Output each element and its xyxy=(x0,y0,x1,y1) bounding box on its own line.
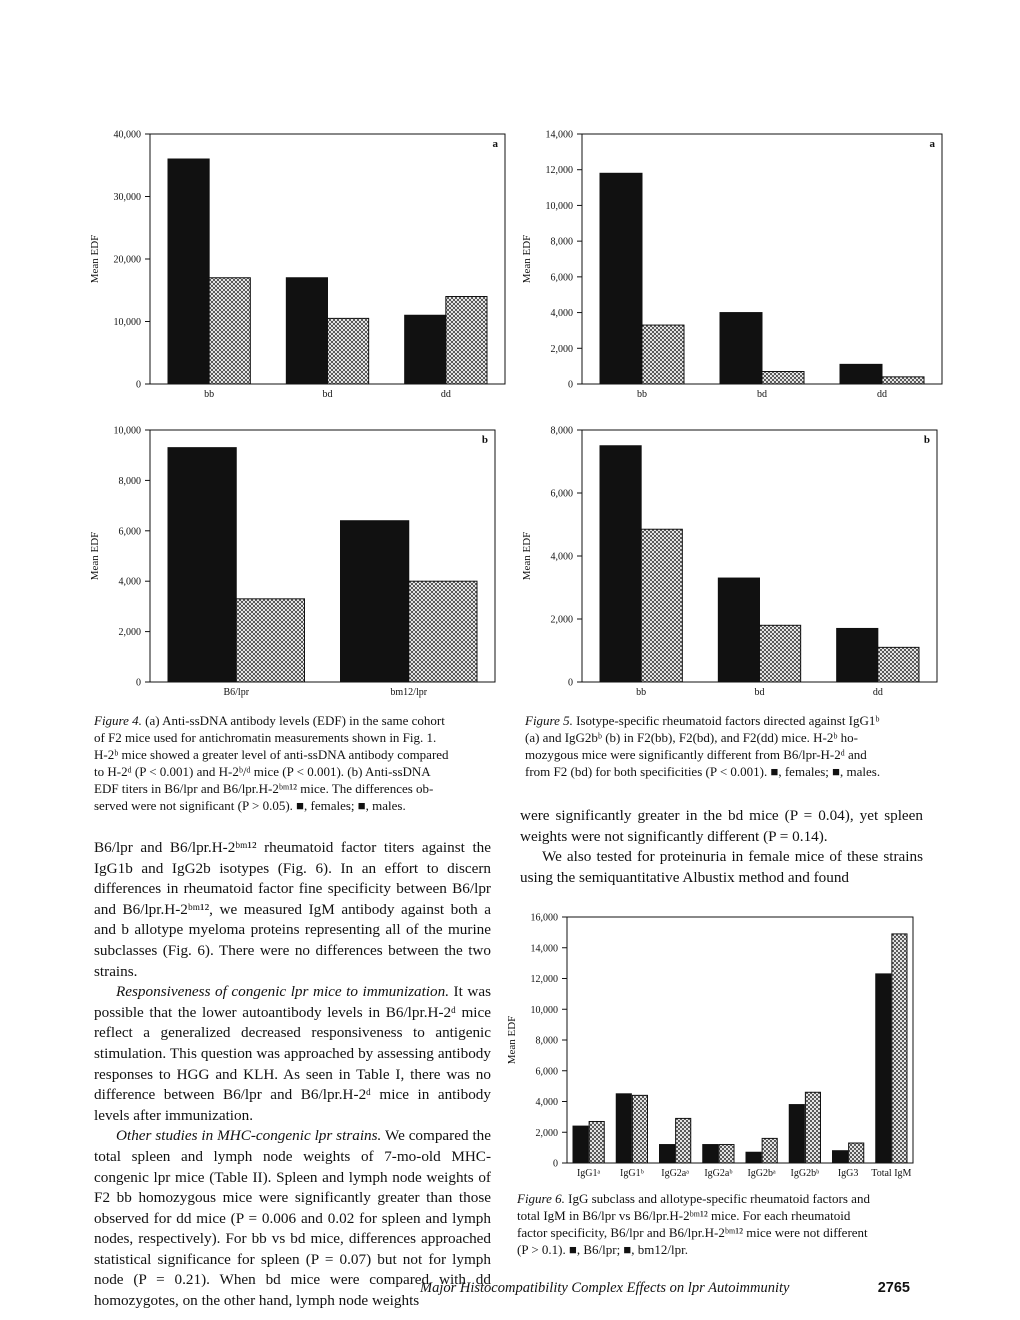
bar-hatched xyxy=(878,647,919,682)
y-tick-label: 6,000 xyxy=(118,526,141,538)
y-tick-label: 0 xyxy=(136,677,141,689)
y-tick-label: 0 xyxy=(136,379,141,391)
x-tick-label: bb xyxy=(636,687,647,698)
caption-line: served were not significant (P > 0.05). ■, females; ■, males. xyxy=(94,798,406,813)
y-tick-label: 8,000 xyxy=(535,1035,558,1047)
x-tick-label: dd xyxy=(872,687,883,698)
y-axis-label: Mean EDF xyxy=(521,531,533,581)
y-tick-label: 2,000 xyxy=(118,627,141,639)
x-tick-label: bb xyxy=(637,389,647,400)
y-tick-label: 8,000 xyxy=(550,236,573,248)
bar-hatched xyxy=(762,372,804,385)
figure-4-label: Figure 4. xyxy=(94,713,142,728)
y-tick-label: 10,000 xyxy=(530,1004,558,1016)
bar-hatched xyxy=(849,1143,864,1163)
paragraph: were significantly greater in the bd mice (P = 0.04), yet spleen weights were not significantly different (P = 0.14). xyxy=(520,807,923,845)
bar-hatched xyxy=(676,1118,691,1163)
bar-hatched xyxy=(236,599,304,682)
x-tick-label: dd xyxy=(877,389,887,400)
y-tick-label: 6,000 xyxy=(550,272,573,284)
run-in-heading: Responsiveness of congenic lpr mice to immunization. xyxy=(116,983,450,1001)
figure-5-label: Figure 5. xyxy=(525,713,573,728)
bar-solid xyxy=(746,1152,761,1163)
y-tick-label: 6,000 xyxy=(535,1066,558,1078)
bar-solid xyxy=(660,1145,675,1163)
y-tick-label: 20,000 xyxy=(113,254,141,266)
bar-solid xyxy=(341,521,409,682)
y-tick-label: 10,000 xyxy=(545,200,573,212)
x-tick-label: IgG1ᵃ xyxy=(576,1168,601,1179)
bar-solid xyxy=(833,1151,848,1163)
x-tick-label: bm12/lpr xyxy=(390,687,428,698)
bar-solid xyxy=(600,173,642,384)
x-tick-label: bb xyxy=(204,389,215,400)
page-number: 2765 xyxy=(877,1280,910,1296)
bar-hatched xyxy=(589,1121,604,1163)
x-tick-label: dd xyxy=(440,389,451,400)
x-tick-label: bd xyxy=(757,389,767,400)
bar-solid xyxy=(837,628,878,682)
caption-line: (a) Anti-ssDNA antibody levels (EDF) in the same cohort xyxy=(145,713,445,728)
bar-hatched xyxy=(805,1092,820,1163)
y-tick-label: 4,000 xyxy=(550,308,573,320)
caption-line: H-2ᵇ mice showed a greater level of anti-ssDNA antibody compared xyxy=(94,747,449,762)
y-tick-label: 16,000 xyxy=(530,912,558,924)
bar-hatched xyxy=(209,278,250,384)
bar-solid xyxy=(405,315,446,384)
bar-solid xyxy=(789,1105,804,1163)
figure-6-caption xyxy=(517,1190,922,1258)
right-column-text xyxy=(520,806,923,888)
y-tick-label: 12,000 xyxy=(530,974,558,985)
caption-line: factor specificity, B6/lpr and B6/lpr.H-2ᵇᵐ¹² mice were not different xyxy=(517,1225,868,1240)
x-tick-label: bd xyxy=(322,389,333,400)
bar-solid xyxy=(168,159,209,384)
y-tick-label: 14,000 xyxy=(530,943,558,955)
x-tick-label: IgG2bᵃ xyxy=(747,1168,776,1179)
bar-hatched xyxy=(882,377,924,384)
bar-solid xyxy=(703,1145,718,1163)
x-tick-label: IgG3 xyxy=(837,1168,859,1179)
y-axis-label: Mean EDF xyxy=(89,531,101,581)
figure-5b-chart xyxy=(515,420,945,705)
caption-line: Isotype-specific rheumatoid factors directed against IgG1ᵇ xyxy=(576,713,880,728)
figure-4-caption xyxy=(94,712,499,814)
caption-line: of F2 mice used for antichromatin measurements shown in Fig. 1. xyxy=(94,730,437,745)
paragraph xyxy=(94,982,491,1126)
bar-hatched xyxy=(632,1095,647,1163)
x-tick-label: B6/lpr xyxy=(223,687,250,698)
y-tick-label: 0 xyxy=(553,1158,558,1170)
caption-line: EDF titers in B6/lpr and B6/lpr.H-2ᵇᵐ¹² mice. The differences ob- xyxy=(94,781,434,796)
y-axis-label: Mean EDF xyxy=(506,1015,518,1065)
bar-hatched xyxy=(642,325,684,384)
x-tick-label: IgG2bᵇ xyxy=(790,1168,820,1179)
caption-line: mozygous mice were significantly different from B6/lpr-H-2ᵈ and xyxy=(525,747,867,762)
bar-solid xyxy=(840,364,882,384)
y-tick-label: 8,000 xyxy=(118,475,141,487)
y-tick-label: 10,000 xyxy=(113,425,141,437)
figure-5-caption xyxy=(525,712,930,780)
x-tick-label: Total IgM xyxy=(871,1168,912,1179)
paragraph: We also tested for proteinuria in female mice of these strains using the semiquantitative Albustix method and found xyxy=(520,848,923,886)
caption-line: (P > 0.1). ■, B6/lpr; ■, bm12/lpr. xyxy=(517,1242,688,1257)
bar-hatched xyxy=(892,934,907,1163)
panel-label: a xyxy=(492,138,498,150)
y-tick-label: 6,000 xyxy=(550,488,573,500)
figure-5a-chart xyxy=(515,122,945,407)
caption-line: to H-2ᵈ (P < 0.001) and H-2ᵇ/ᵈ mice (P < 0.001). (b) Anti-ssDNA xyxy=(94,764,431,779)
bar-solid xyxy=(720,313,762,384)
figure-4b-chart xyxy=(80,420,510,705)
running-title: Major Histocompatibility Complex Effects on lpr Autoimmunity xyxy=(420,1280,790,1296)
y-axis-label: Mean EDF xyxy=(521,234,533,284)
bar-solid xyxy=(876,974,891,1163)
caption-line: (a) and IgG2bᵇ (b) in F2(bb), F2(bd), and F2(dd) mice. H-2ᵇ ho- xyxy=(525,730,858,745)
y-tick-label: 4,000 xyxy=(118,576,141,588)
figure-4a-chart xyxy=(80,122,510,407)
bar-solid xyxy=(616,1094,631,1163)
run-in-heading: Other studies in MHC-congenic lpr strains. xyxy=(116,1127,382,1145)
x-tick-label: IgG1ᵇ xyxy=(620,1168,644,1179)
bar-hatched xyxy=(328,318,369,384)
y-tick-label: 0 xyxy=(568,379,573,391)
bar-solid xyxy=(600,446,641,682)
y-tick-label: 30,000 xyxy=(113,192,141,203)
paragraph-body: We compared the total spleen and lymph node weights of 7-mo-old MHC-congenic lpr mice (Table II). Spleen and lymph node weights of F2 bb homozygous mice were significantly greater than those observed for dd mice (P = 0.006 and 0.02 for spleen and lymph nodes, respectively). For bb vs bd mice, differences approached statistical significance for spleen (P = 0.07) but not for lymph node (P = 0.21). When bd mice were compared with dd homozygotes, on the other hand, lymph node weights xyxy=(94,1127,491,1310)
bar-solid xyxy=(718,578,759,682)
bar-hatched xyxy=(409,581,477,682)
bar-hatched xyxy=(446,297,487,385)
y-tick-label: 10,000 xyxy=(113,317,141,328)
running-footer xyxy=(420,1280,910,1297)
y-axis-label: Mean EDF xyxy=(89,234,101,284)
x-tick-label: IgG2aᵃ xyxy=(661,1168,689,1179)
figure-6-label: Figure 6. xyxy=(517,1191,565,1206)
x-tick-label: IgG2aᵇ xyxy=(704,1168,733,1179)
y-tick-label: 8,000 xyxy=(550,425,573,437)
bar-hatched xyxy=(760,625,801,682)
left-column-text xyxy=(94,838,491,1312)
caption-line: IgG subclass and allotype-specific rheumatoid factors and xyxy=(568,1191,870,1206)
paragraph-body: It was possible that the lower autoantibody levels in B6/lpr.H-2ᵈ mice reflect a generalized decreased responsiveness to antigenic stimulation. This question was approached by assessing antibody responses to HGG and KLH. As seen in Table I, there was no difference between B6/lpr and B6/lpr.H-2ᵈ mice in antibody levels after immunization. xyxy=(94,983,491,1124)
bar-solid xyxy=(286,278,327,384)
y-tick-label: 4,000 xyxy=(535,1097,558,1108)
caption-line: from F2 (bd) for both specificities (P < 0.001). ■, females; ■, males. xyxy=(525,764,881,779)
bar-hatched xyxy=(719,1145,734,1163)
bar-hatched xyxy=(762,1138,777,1163)
paragraph: B6/lpr and B6/lpr.H-2ᵇᵐ¹² rheumatoid factor titers against the IgG1b and IgG2b isotypes (Fig. 6). In an effort to discern differences in rheumatoid factor fine specificity between B6/lpr and B6/lpr.H-2ᵇᵐ¹², we measured IgM antibody against both a and b allotype myeloma proteins representing all of the murine subclasses (Fig. 6). There were no differences between the two strains. xyxy=(94,839,491,980)
panel-label: b xyxy=(481,434,488,446)
bar-solid xyxy=(168,448,236,682)
y-tick-label: 2,000 xyxy=(550,614,573,626)
bar-solid xyxy=(573,1126,588,1163)
y-tick-label: 2,000 xyxy=(535,1127,558,1139)
panel-label: a xyxy=(929,138,935,150)
bar-hatched xyxy=(641,529,682,682)
y-tick-label: 4,000 xyxy=(550,551,573,563)
y-tick-label: 40,000 xyxy=(113,129,141,141)
y-tick-label: 0 xyxy=(568,677,573,689)
x-tick-label: bd xyxy=(754,687,765,698)
y-tick-label: 14,000 xyxy=(545,129,573,141)
caption-line: total IgM in B6/lpr vs B6/lpr.H-2ᵇᵐ¹² mice. For each rheumatoid xyxy=(517,1208,851,1223)
figure-6-chart xyxy=(506,905,920,1183)
y-tick-label: 12,000 xyxy=(545,165,573,177)
y-tick-label: 2,000 xyxy=(550,343,573,355)
panel-label: b xyxy=(923,434,930,446)
